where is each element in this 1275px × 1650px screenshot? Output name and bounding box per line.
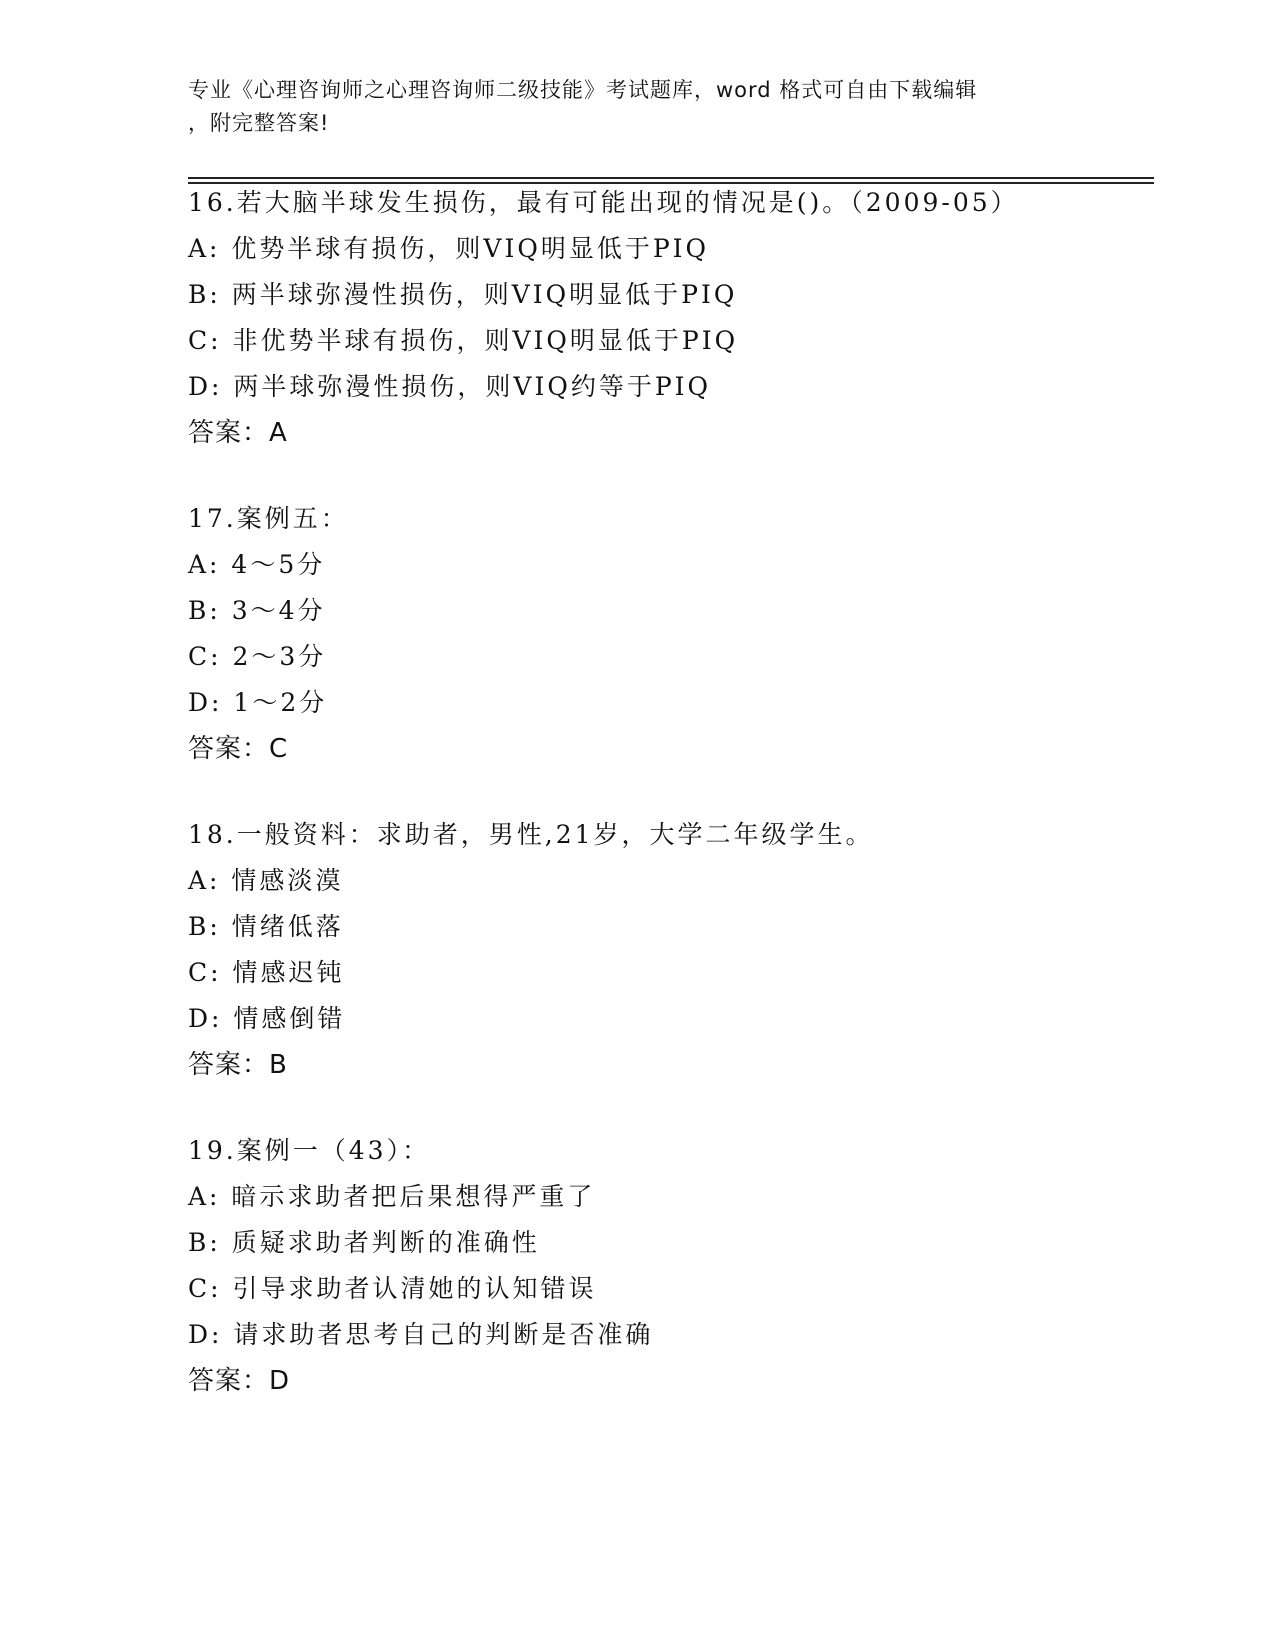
question-19 (188, 1128, 1148, 1404)
question-16 (188, 180, 1148, 456)
option-d: D: 1～2分 (188, 688, 328, 717)
question-title: 18.一般资料：求助者，男性,21岁，大学二年级学生。 (188, 820, 874, 849)
option-b: B: 情绪低落 (188, 912, 344, 941)
option-c: C: 非优势半球有损伤，则VIQ明显低于PIQ (188, 326, 739, 355)
option-d: D: 情感倒错 (188, 1004, 346, 1033)
option-d: D: 请求助者思考自己的判断是否准确 (188, 1320, 654, 1349)
option-c: C: 引导求助者认清她的认知错误 (188, 1274, 597, 1303)
question-title: 19.案例一（43）： (188, 1136, 431, 1165)
option-a: A: 情感淡漠 (188, 866, 344, 895)
answer-line: 答案：B (188, 1050, 288, 1080)
header-divider-top (188, 177, 1154, 179)
option-a: A: 优势半球有损伤，则VIQ明显低于PIQ (188, 234, 710, 263)
option-a: A: 4～5分 (188, 550, 326, 579)
option-a: A: 暗示求助者把后果想得严重了 (188, 1182, 596, 1211)
answer-line: 答案：C (188, 734, 289, 764)
document-header (188, 74, 1088, 140)
header-line-1: 专业《心理咨询师之心理咨询师二级技能》考试题库，word 格式可自由下载编辑 (188, 78, 978, 102)
option-b: B: 3～4分 (188, 596, 326, 625)
option-d: D: 两半球弥漫性损伤，则VIQ约等于PIQ (188, 372, 712, 401)
option-b: B: 两半球弥漫性损伤，则VIQ明显低于PIQ (188, 280, 738, 309)
question-17 (188, 496, 1148, 772)
option-b: B: 质疑求助者判断的准确性 (188, 1228, 540, 1257)
question-title: 17.案例五： (188, 504, 349, 533)
option-c: C: 情感迟钝 (188, 958, 345, 987)
answer-line: 答案：A (188, 418, 288, 448)
header-line-2: ，附完整答案! (188, 111, 330, 135)
option-c: C: 2～3分 (188, 642, 327, 671)
answer-line: 答案：D (188, 1366, 291, 1396)
question-18 (188, 812, 1148, 1088)
question-title: 16.若大脑半球发生损伤，最有可能出现的情况是()。（2009-05） (188, 188, 1019, 217)
